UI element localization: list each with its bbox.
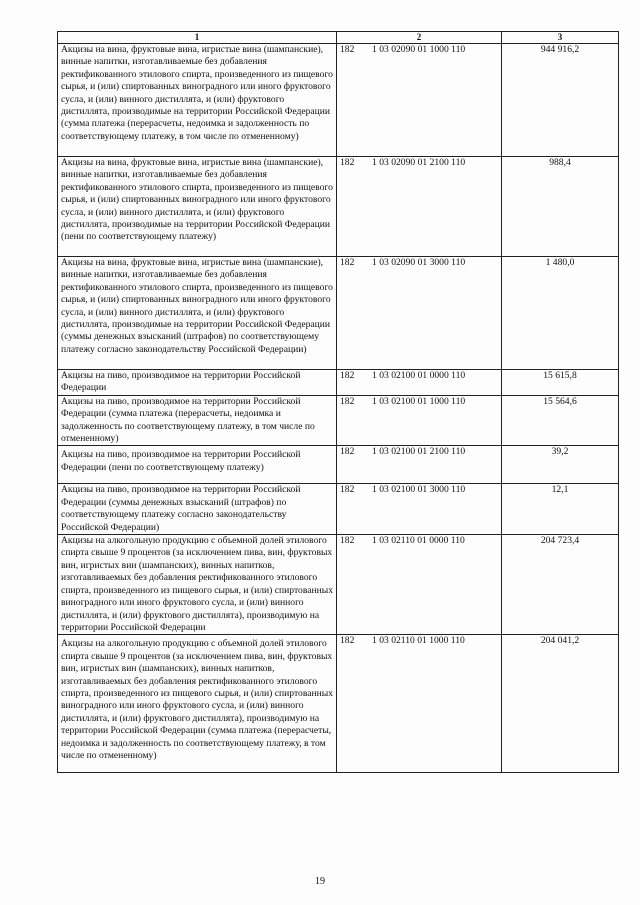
column-header-1: 1 [58, 32, 337, 44]
table-row [58, 535, 619, 635]
table-row [58, 446, 619, 484]
row-name: Акцизы на алкогольную продукцию с объемной долей этилового спирта свыше 9 процентов (за исключением пива, вин, фруктовых вин, игристых вин (шампанских), винных напитков, изготавливаемых без добавления ректификованного этилового спирта, произведенного из пищевого сырья, и (или) спиртованных виноградного или иного фруктового сусла, и (или) винного дистиллята, и (или) фруктового дистиллята), производимую на территории Российской Федерации (сумма платежа (перерасчеты, недоимка и задолженность по соответствующему платежу, в том числе по отмененному) [58, 635, 337, 773]
row-code [337, 44, 502, 157]
row-name: Акцизы на пиво, производимое на территории Российской Федерации [58, 370, 337, 396]
row-name: Акцизы на пиво, производимое на территории Российской Федерации (сумма платежа (перерасчеты, недоимка и задолженность по соответствующему платежу, в том числе по отмененному) [58, 395, 337, 446]
table-header-row [58, 32, 619, 44]
row-code [337, 484, 502, 535]
row-code [337, 157, 502, 257]
kbk-code: 1 03 02110 01 1000 110 [372, 635, 465, 647]
page-number: 19 [315, 876, 325, 887]
table-row [58, 484, 619, 535]
row-value: 39,2 [502, 446, 619, 484]
admin-code: 182 [340, 484, 355, 496]
kbk-code: 1 03 02090 01 3000 110 [372, 257, 466, 268]
table-row [58, 395, 619, 446]
row-name: Акцизы на пиво, производимое на территории Российской Федерации (пени по соответствующему платежу) [58, 446, 337, 484]
row-code [337, 257, 502, 370]
row-value: 988,4 [502, 157, 619, 257]
admin-code: 182 [340, 535, 355, 547]
kbk-code: 1 03 02100 01 1000 110 [372, 395, 466, 407]
admin-code: 182 [340, 446, 355, 458]
row-value: 204 041,2 [502, 635, 619, 773]
kbk-code: 1 03 02110 01 0000 110 [372, 535, 465, 547]
kbk-code: 1 03 02100 01 3000 110 [372, 484, 466, 496]
row-value: 15 615,8 [502, 370, 619, 396]
table-row [58, 370, 619, 396]
kbk-code: 1 03 02100 01 0000 110 [372, 370, 466, 381]
column-header-2: 2 [337, 32, 502, 44]
row-code [337, 635, 502, 773]
row-value: 12,1 [502, 484, 619, 535]
admin-code: 182 [340, 635, 355, 647]
admin-code: 182 [340, 157, 355, 168]
row-code [337, 446, 502, 484]
row-code [337, 370, 502, 396]
row-code [337, 395, 502, 446]
kbk-code: 1 03 02090 01 2100 110 [372, 157, 466, 168]
row-name: Акцизы на пиво, производимое на территории Российской Федерации (суммы денежных взысканий (штрафов) по соответствующему платежу согласно законодательству Российской Федерации) [58, 484, 337, 535]
table-row [58, 635, 619, 773]
admin-code: 182 [340, 370, 355, 381]
row-value: 944 916,2 [502, 44, 619, 157]
row-value: 1 480,0 [502, 257, 619, 370]
row-name: Акцизы на вина, фруктовые вина, игристые вина (шампанские), винные напитки, изготавливаемые без добавления ректификованного этилового спирта, произведенного из пищевого сырья, и (или) спиртованных виноградного или иного фруктового сусла, и (или) винного дистиллята, и (или) фруктового дистиллята, производимые на территории Российской Федерации (пени по соответствующему платежу) [58, 157, 337, 257]
column-header-3: 3 [502, 32, 619, 44]
row-value: 15 564,6 [502, 395, 619, 446]
admin-code: 182 [340, 395, 355, 407]
kbk-code: 1 03 02100 01 2100 110 [372, 446, 466, 458]
row-value: 204 723,4 [502, 535, 619, 635]
table-row [58, 257, 619, 370]
table-row [58, 157, 619, 257]
row-name: Акцизы на алкогольную продукцию с объемной долей этилового спирта свыше 9 процентов (за исключением пива, вин, фруктовых вин, игристых вин (шампанских), винных напитков, изготавливаемых без добавления ректификованного этилового спирта, произведенного из пищевого сырья, и (или) спиртованных виноградного или иного фруктового сусла, и (или) винного дистиллята, и (или) фруктового дистиллята), производимую на территории Российской Федерации [58, 535, 337, 635]
row-name: Акцизы на вина, фруктовые вина, игристые вина (шампанские), винные напитки, изготавливаемые без добавления ректификованного этилового спирта, произведенного из пищевого сырья, и (или) спиртованных виноградного или иного фруктового сусла, и (или) винного дистиллята, и (или) фруктового дистиллята, производимые на территории Российской Федерации (суммы денежных взысканий (штрафов) по соответствующему платежу согласно законодательству Российской Федерации) [58, 257, 337, 370]
row-code [337, 535, 502, 635]
table-row [58, 44, 619, 157]
revenue-table [57, 31, 619, 773]
admin-code: 182 [340, 44, 355, 55]
row-name: Акцизы на вина, фруктовые вина, игристые вина (шампанские), винные напитки, изготавливаемые без добавления ректификованного этилового спирта, произведенного из пищевого сырья, и (или) спиртованных виноградного или иного фруктового сусла, и (или) винного дистиллята, и (или) фруктового дистиллята, производимые на территории Российской Федерации (сумма платежа (перерасчеты, недоимка и задолженность по соответствующему платежу, в том числе по отмененному) [58, 44, 337, 157]
admin-code: 182 [340, 257, 355, 268]
kbk-code: 1 03 02090 01 1000 110 [372, 44, 466, 55]
